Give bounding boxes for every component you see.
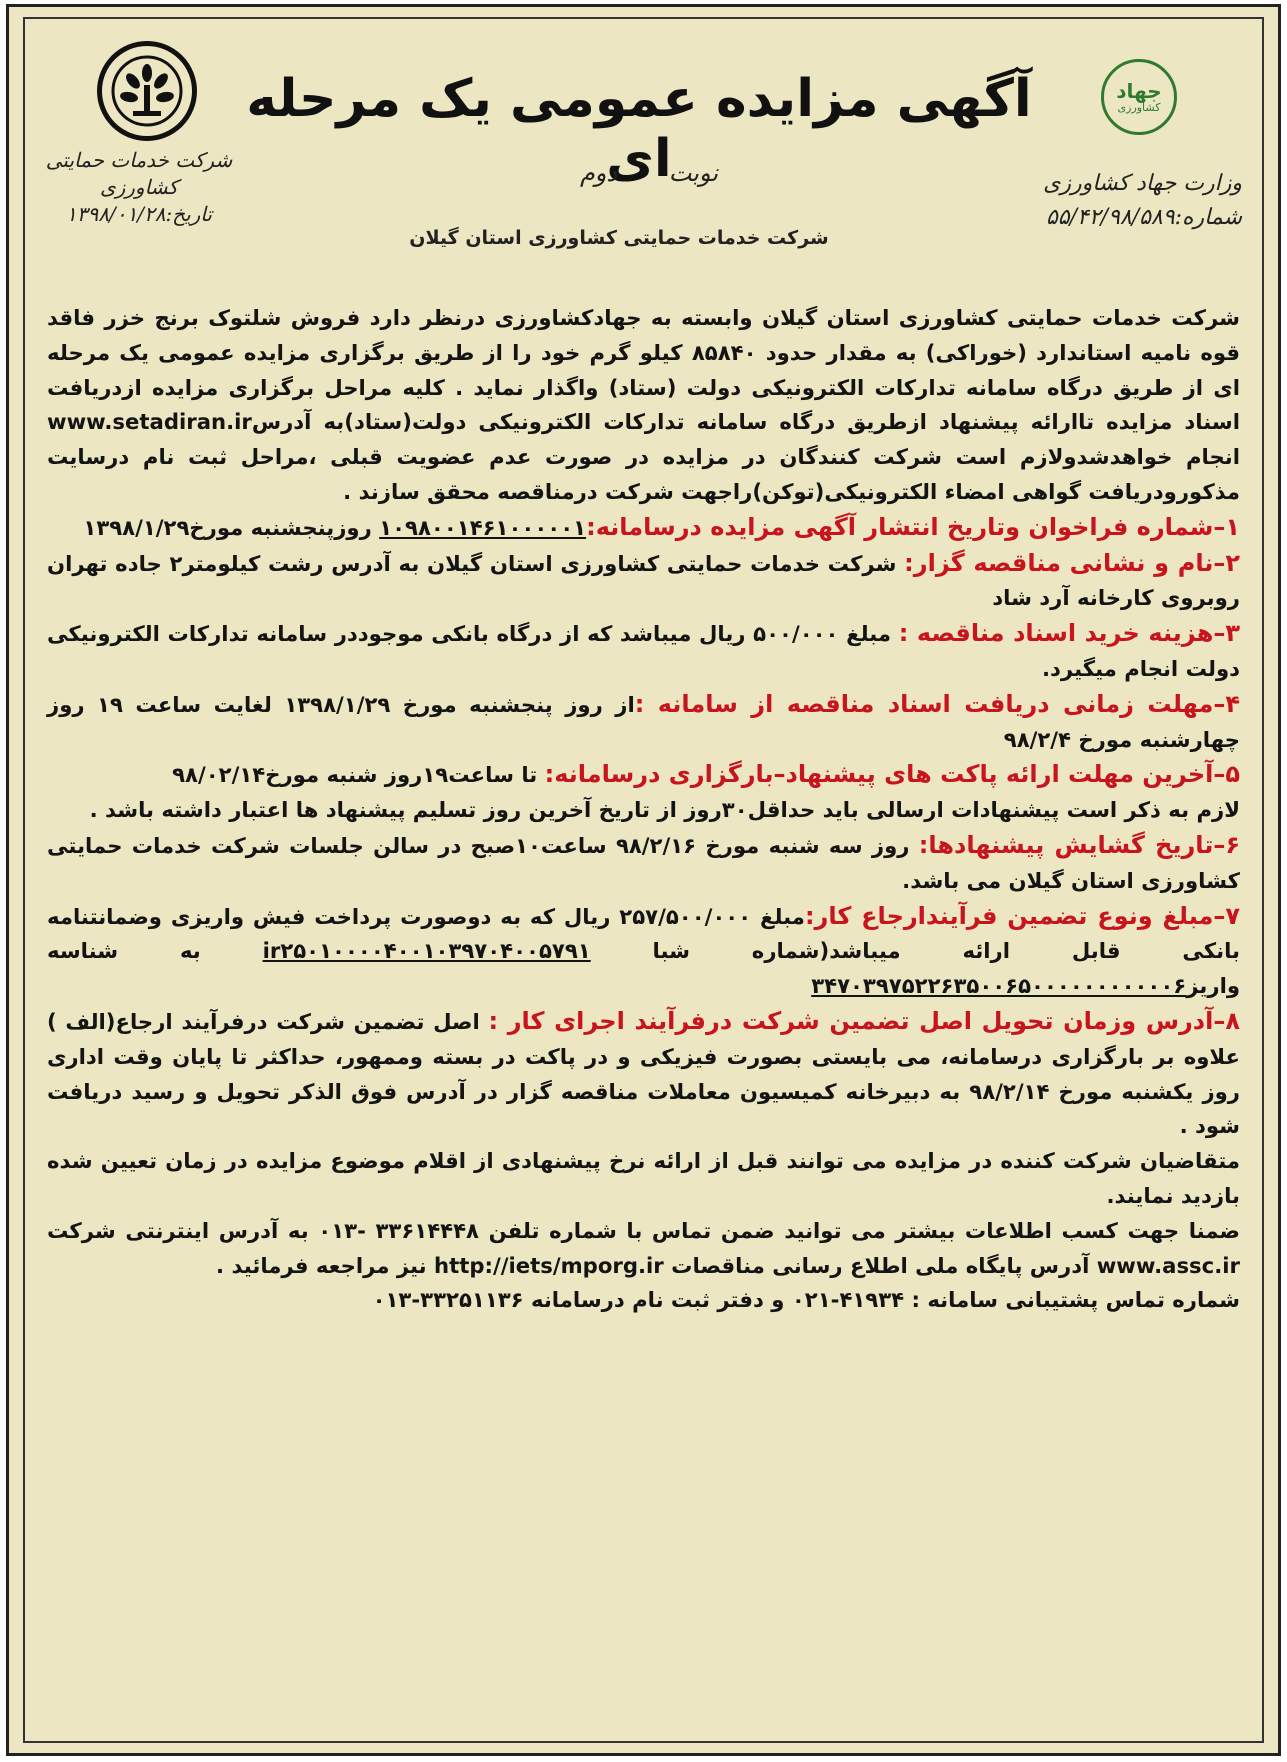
item-3-heading: ۳–هزینه خرید اسناد مناقصه : <box>898 619 1240 648</box>
contact-text-b: آدرس پایگاه ملی اطلاع رسانی مناقصات <box>671 1252 1090 1278</box>
logo-text-top: جهاد <box>1116 78 1162 103</box>
company-logo <box>97 41 197 141</box>
item-4-text: از روز پنجشنبه مورخ ۱۳۹۸/۱/۲۹ لغایت ساعت ۱۹ روز چهارشنبه مورخ ۹۸/۲/۴ <box>47 691 1240 752</box>
item-4 <box>47 687 1240 758</box>
stamp-date: تاریخ:۱۳۹۸/۰۱/۲۸ <box>66 202 212 226</box>
round-value: دوم <box>579 159 618 187</box>
contact-paragraph <box>47 1214 1240 1284</box>
item-7-text: مبلغ ۲۵۷/۵۰۰/۰۰۰ ریال که به دوصورت پرداخت فیش واریزی وضمانتنامه بانکی قابل ارائه میباشد(شماره شبا <box>47 903 1240 964</box>
intro-paragraph <box>47 301 1240 510</box>
call-number: ۱۰۹۸۰۰۱۴۶۱۰۰۰۰۰۱ <box>379 514 587 540</box>
item-2-text: شرکت خدمات حمایتی کشاورزی استان گیلان به آدرس رشت کیلومتر۲ جاده تهران روبروی کارخانه آرد شاد <box>47 550 1240 611</box>
letter-number: شماره:۵۵/۴۲/۹۸/۵۸۹ <box>1045 205 1242 231</box>
item-1-text: روزپنجشنبه مورخ۱۳۹۸/۱/۲۹ <box>83 514 372 540</box>
sheba-number: ir۲۵۰۱۰۰۰۰۴۰۰۱۰۳۹۷۰۴۰۰۵۷۹۱ <box>262 938 591 964</box>
item-2 <box>47 546 1240 617</box>
item-7 <box>47 899 1240 1004</box>
intro-text-b: انجام خواهدشدولازم است شرکت کنندگان در مزایده در صورت عدم عضویت قبلی ،مراحل ثبت نام درسایت مذکورودریافت گواهی امضاء الکترونیکی(توکن)راجهت شرکت درمناقصه محقق سازند . <box>47 444 1240 504</box>
item-5 <box>47 757 1240 793</box>
item-8 <box>47 1004 1240 1144</box>
intro-text-a: شرکت خدمات حمایتی کشاورزی استان گیلان وابسته به جهادکشاورزی درنظر دارد فروش شلتوک برنج خزر فاقد قوه نامیه استاندارد (خوراکی) به مقدار حدود ۸۵۸۴۰ کیلو گرم خود را از طریق برگزاری مزایده عمومی یک مرحله ای از طریق درگاه سامانه تدارکات الکترونیکی دولت (ستاد) واگذار نماید . کلیه مراحل برگزاری مزایده ازدریافت اسناد مزایده تاارائه پیشنهاد ازطریق درگاه سامانه تدارکات الکترونیکی دولت(ستاد)به آدرس <box>47 305 1240 435</box>
item-6-heading: ۶–تاریخ گشایش پیشنهادها: <box>918 830 1240 859</box>
item-5-text: تا ساعت۱۹روز شنبه مورخ۹۸/۰۲/۱۴ <box>172 762 538 788</box>
visit-paragraph: متقاضیان شرکت کننده در مزایده می توانند قبل از ارائه نرخ پیشنهادی از اقلام موضوع مزایده در زمان تعیین شده بازدید نمایند. <box>47 1148 1240 1208</box>
company-subtitle: شرکت خدمات حمایتی کشاورزی استان گیلان <box>409 227 829 249</box>
company-stamp <box>39 147 239 228</box>
stamp-company-name: شرکت خدمات حمایتی کشاورزی <box>45 148 233 199</box>
deposit-id-label: به شناسه واریز <box>47 938 1240 999</box>
contact-text-a: ضمنا جهت کسب اطلاعات بیشتر می توانید ضمن تماس با شماره تلفن ۳۳۶۱۴۴۴۸ -۰۱۳ به آدرس اینترنتی شرکت <box>47 1217 1241 1243</box>
item-5-note: لازم به ذکر است پیشنهادات ارسالی باید حداقل۳۰روز از تاریخ آخرین روز تسلیم پیشنهاد ها اعتبار داشته باشد . <box>89 797 1240 823</box>
item-1-heading: ۱–شماره فراخوان وتاریخ انتشار آگهی مزایده درسامانه: <box>586 512 1240 541</box>
item-3-text: مبلغ ۵۰۰/۰۰۰ ریال میباشد که از درگاه بانکی موجوددر سامانه تدارکات الکترونیکی دولت انجام میگیرد. <box>47 621 1240 681</box>
page-title: آگهی مزایده عمومی یک مرحله ای <box>246 69 1032 189</box>
round-indicator <box>479 159 819 187</box>
item-6 <box>47 828 1240 899</box>
setad-url-link[interactable]: www.setadiran.ir <box>47 409 252 435</box>
iets-url-link[interactable]: http://iets/mporg.ir <box>434 1252 664 1278</box>
item-8-heading: ۸–آدرس وزمان تحویل اصل تضمین شرکت درفرآیند اجرای کار : <box>488 1006 1240 1035</box>
item-1 <box>47 510 1240 546</box>
assc-url-link[interactable]: www.assc.ir <box>1096 1252 1240 1278</box>
item-7-heading: ۷–مبلغ ونوع تضمین فرآیندارجاع کار: <box>804 901 1241 930</box>
item-3 <box>47 616 1240 687</box>
announcement-sheet <box>6 4 1281 1756</box>
wheat-emblem-icon <box>107 51 187 131</box>
logo-text-bottom: کشاورزی <box>1117 100 1161 114</box>
item-8-text: اصل تضمین شرکت درفرآیند ارجاع(الف ) علاوه بر بارگزاری درسامانه، می بایستی بصورت فیزیکی و در پاکت در بسته وممهور، حداکثر تا پایان وقت اداری روز یکشنبه مورخ ۹۸/۲/۱۴ به دبیرخانه کمیسیون معاملات مناقصه گزار در آدرس فوق الذکر تحویل و رسید دریافت شود . <box>47 1008 1241 1139</box>
item-4-heading: ۴–مهلت زمانی دریافت اسناد مناقصه از سامانه : <box>634 689 1240 718</box>
item-2-heading: ۲–نام و نشانی مناقصه گزار: <box>904 548 1240 577</box>
deposit-id: ۳۴۷۰۳۹۷۵۲۲۶۳۵۰۰۶۵۰۰۰۰۰۰۰۰۰۰۰۶ <box>811 973 1187 999</box>
round-label: نوبت <box>668 159 719 187</box>
ministry-logo <box>1101 59 1177 135</box>
item-5-heading: ۵–آخرین مهلت ارائه پاکت های پیشنهاد–بارگزاری درسامانه: <box>544 760 1240 789</box>
ministry-block <box>942 167 1242 235</box>
ministry-name: وزارت جهاد کشاورزی <box>1043 171 1242 196</box>
contact-text-c: نیز مراجعه فرمائید . <box>216 1252 427 1278</box>
announcement-body <box>47 301 1240 1318</box>
item-6-text: روز سه شنبه مورخ ۹۸/۲/۱۶ ساعت۱۰صبح در سالن جلسات شرکت خدمات حمایتی کشاورزی استان گیلان می باشد. <box>47 832 1240 893</box>
support-paragraph: شماره تماس پشتیبانی سامانه : ۴۱۹۳۴-۰۲۱ و دفتر ثبت نام درسامانه ۳۳۲۵۱۱۳۶-۰۱۳ <box>372 1287 1240 1313</box>
